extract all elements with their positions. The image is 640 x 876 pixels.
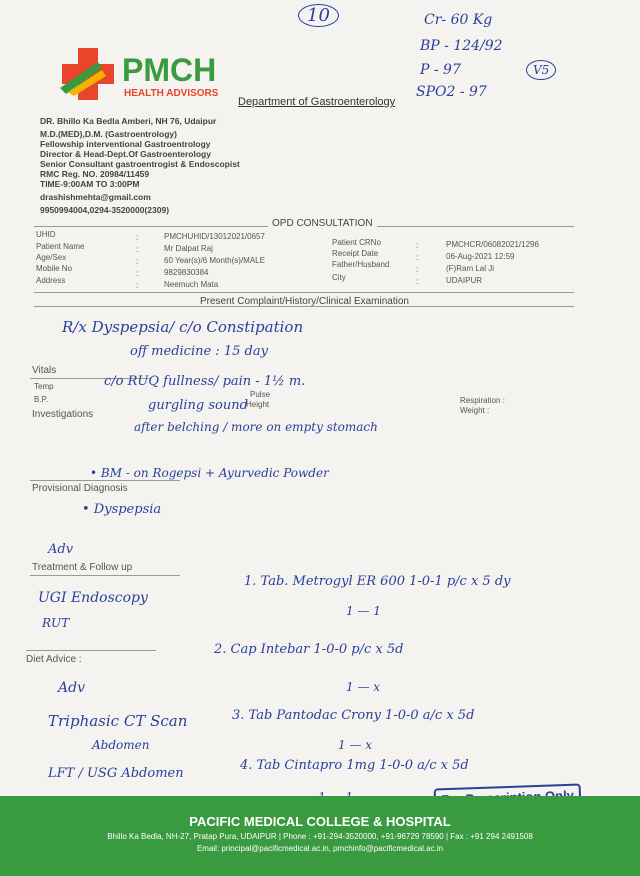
diet-label: Diet Advice : (26, 654, 82, 665)
investigations-label: Investigations (32, 409, 94, 420)
page-number: 10 (298, 4, 339, 27)
treatment-ugi: UGI Endoscopy (38, 590, 148, 606)
vitals-note-1: Cr- 60 Kg (424, 12, 493, 28)
label-address: Address (36, 276, 66, 285)
complaint-note-3: c/o RUQ fullness/ pain - 1½ m. (104, 374, 306, 389)
doctor-qual-2: Fellowship interventional Gastroentrology (40, 139, 211, 149)
vitals-weight-label: Weight : (460, 406, 490, 415)
value-patient-name: Mr Dalpat Raj (164, 244, 213, 253)
value-age-sex: 60 Year(s)/6 Month(s)/MALE (164, 256, 265, 265)
prescription-2-dose: 1 — x (346, 680, 381, 694)
vitals-note-2: BP - 124/92 (420, 38, 503, 54)
diet-ct-scan: Triphasic CT Scan (48, 712, 188, 730)
vitals-title: Vitals (32, 365, 57, 376)
department-title: Department of Gastroenterology (238, 96, 396, 108)
footer-address: Bhillo Ka Bedla, NH-27, Pratap Pura, UDAIPUR | Phone : +91-294-3520000, +91-96729 78590 | Fax : +91 294 2491508 (107, 832, 533, 841)
treatment-adv: Adv (48, 542, 74, 557)
provisional-label: Provisional Diagnosis (32, 483, 128, 494)
pmch-logo (58, 48, 118, 100)
prescription-1-dose: 1 — 1 (346, 604, 381, 618)
prescription-1: 1. Tab. Metrogyl ER 600 1-0-1 p/c x 5 dy (244, 574, 511, 589)
doctor-time: TIME-9:00AM TO 3:00PM (40, 179, 140, 189)
value-father: (F)Ram Lal Ji (446, 264, 495, 273)
opd-title: OPD CONSULTATION (268, 218, 377, 229)
provisional-note: • Dyspepsia (82, 502, 162, 517)
doctor-email[interactable]: drashishmehta@gmail.com (40, 192, 151, 202)
vitals-temp-label: Temp (34, 382, 54, 391)
complaint-note-5: after belching / more on empty stomach (134, 420, 378, 434)
complaint-header: Present Complaint/History/Clinical Examination (200, 296, 409, 307)
doctor-qual-1: M.D.(MED),D.M. (Gastroentrology) (40, 129, 177, 139)
value-receipt-date: 06-Aug-2021 12:59 (446, 252, 515, 261)
complaint-note-6: • BM - on Rogepsi + Ayurvedic Powder (90, 466, 329, 480)
label-city: City (332, 273, 346, 282)
colon-column-right: : : : : (416, 241, 419, 286)
prescription-3-dose: 1 — x (338, 738, 373, 752)
vitals-bp-label: B.P. (34, 395, 49, 404)
label-receipt-date: Receipt Date (332, 249, 379, 258)
label-age-sex: Age/Sex (36, 253, 67, 262)
complaint-note-2: off medicine : 15 day (130, 344, 268, 359)
brand-tagline: HEALTH ADVISORS (124, 88, 219, 99)
diet-lft-usg: LFT / USG Abdomen (48, 766, 184, 781)
doctor-phone: 9950994004,0294-3520000(2309) (40, 205, 170, 215)
prescription-3: 3. Tab Pantodac Crony 1-0-0 a/c x 5d (232, 708, 475, 723)
diet-adv: Adv (58, 680, 85, 696)
value-mobile: 9829830384 (164, 268, 209, 277)
initials: V5 (526, 60, 556, 80)
vitals-respiration-label: Respiration : (460, 396, 505, 405)
doctor-reg: RMC Reg. NO. 20984/11459 (40, 169, 150, 179)
complaint-note-4: gurgling sound (148, 398, 248, 413)
footer-email[interactable]: Email: principal@pacificmedical.ac.in, pmchinfo@pacificmedical.ac.in (196, 844, 444, 853)
doctor-qual-3: Director & Head-Dept.Of Gastroenterology (40, 149, 211, 159)
label-crno: Patient CRNo (332, 238, 381, 247)
colon-column-left: : : : : : (136, 233, 139, 290)
doctor-qual-4: Senior Consultant gastroentrogist & Endoscopist (40, 159, 240, 169)
label-patient-name: Patient Name (36, 242, 85, 251)
diet-abdomen: Abdomen (92, 738, 150, 752)
vitals-height-label: Height (246, 400, 270, 409)
value-city: UDAIPUR (446, 276, 483, 285)
doctor-name: DR. Bhillo Ka Bedla Amberi, NH 76, Udaipur (40, 116, 217, 126)
vitals-pulse-label: Pulse (250, 390, 271, 399)
footer-title: PACIFIC MEDICAL COLLEGE & HOSPITAL (189, 814, 451, 829)
value-uhid: PMCHUHID/13012021/0657 (164, 232, 265, 241)
label-mobile: Mobile No (36, 264, 73, 273)
footer (0, 796, 640, 876)
label-father: Father/Husband (332, 260, 390, 269)
treatment-label: Treatment & Follow up (32, 562, 133, 573)
brand-name: PMCH (122, 52, 217, 88)
vitals-note-3: P - 97 (420, 62, 461, 78)
prescription-4: 4. Tab Cintapro 1mg 1-0-0 a/c x 5d (240, 758, 469, 773)
vitals-note-4: SPO2 - 97 (416, 84, 487, 100)
label-uhid: UHID (36, 230, 56, 239)
value-address: Neemuch Mata (164, 280, 219, 289)
prescription-2: 2. Cap Intebar 1-0-0 p/c x 5d (214, 642, 404, 657)
complaint-note-1: R/x Dyspepsia/ c/o Constipation (62, 318, 304, 336)
treatment-rut: RUT (42, 616, 70, 630)
value-crno: PMCHCR/06082021/1296 (446, 240, 539, 249)
